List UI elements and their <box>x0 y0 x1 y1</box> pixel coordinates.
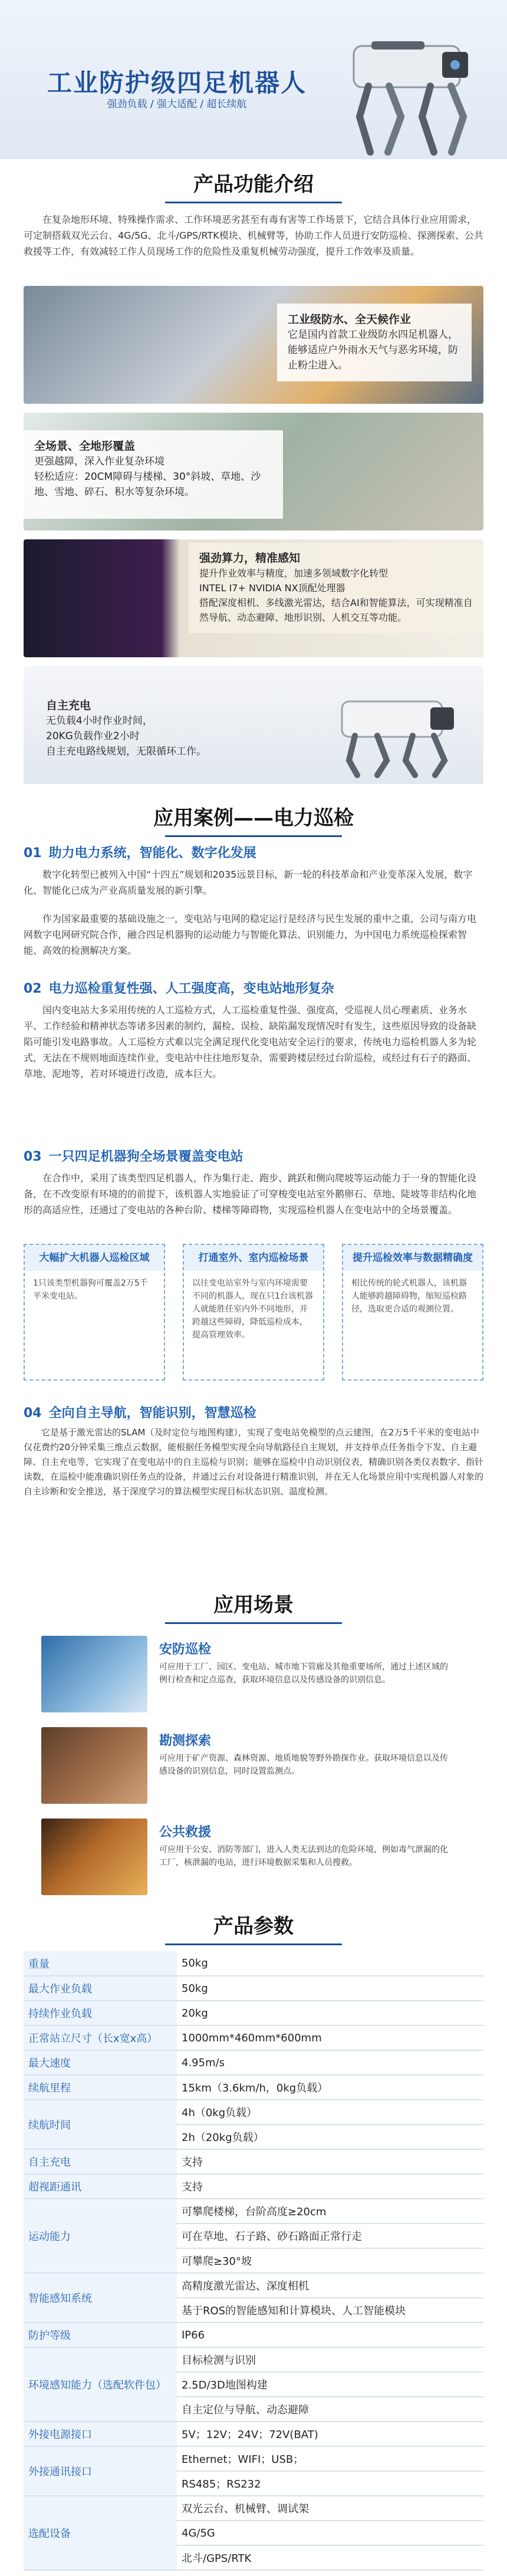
feature-compute-line3: INTEL I7+ NVIDIA NX顶配处理器 <box>199 582 345 594</box>
case-1-para-1: 数字化转型已被列入中国“十四五”规划和2035远景目标，新一轮的科技革命和产业变革深入发展，数字化、智能化已成为产业高质量发展的新引擎。 <box>24 869 473 896</box>
case-1-heading <box>24 843 256 861</box>
param-value: 4G/5G <box>177 2521 483 2545</box>
params-underline <box>165 1943 342 1945</box>
param-value: 2h（20kg负载） <box>177 2124 483 2149</box>
case-2-heading <box>24 979 334 997</box>
intro-text: 在复杂地形环境、特殊操作需求、工作环境恶劣甚至有毒有害等工作场景下，它结合具体行业应用需求，可定制搭载双光云台、4G/5G、北斗/GPS/RTK模块、机械臂等，协助工作人员进行安防巡检、探测探索、公共救援等工作，有效减轻工作人员现场工作的危险性及重复机械劳动强度，提升工作效率及质量。 <box>24 214 483 257</box>
param-key: 最大作业负载 <box>24 1976 177 2001</box>
case-1-title: 助力电力系统，智能化、数字化发展 <box>48 846 256 861</box>
scene-exploration-image <box>41 1727 147 1804</box>
case-3-number: 03 <box>24 1149 42 1164</box>
feature-charging-lead: 自主充电 <box>46 699 91 712</box>
benefit-card-2-text: 以往变电站室外与室内环境需要不同的机器人，现在只1台该机器人就能胜任室内外不同地形，并跨越这些障碍，降低巡检成本，提高管理效率。 <box>192 1279 313 1340</box>
feature-waterproof-desc: 它是国内首款工业级防水四足机器人，能够适应户外雨水天气与恶劣环境，防止粉尘进入。 <box>288 329 458 371</box>
param-key: 智能感知系统 <box>24 2273 177 2323</box>
feature-charging-line3: 20KG负载作业2小时 <box>46 730 140 742</box>
case-4-title: 全向自主导航，智能识别，智慧巡检 <box>48 1406 256 1421</box>
case-3-heading <box>24 1147 243 1165</box>
case-2-number: 02 <box>24 981 42 996</box>
params-row <box>24 2050 483 2075</box>
robot-charging-image <box>318 678 472 778</box>
cases-underline <box>165 835 342 837</box>
case-4-heading <box>24 1403 256 1421</box>
param-value: 20kg <box>177 2001 483 2025</box>
params-table-body <box>24 1951 483 2570</box>
params-table <box>24 1951 483 2571</box>
params-row <box>24 2446 483 2471</box>
case-4-number: 04 <box>24 1406 42 1421</box>
param-value: 支持 <box>177 2149 483 2174</box>
params-row <box>24 2001 483 2025</box>
params-row <box>24 2323 483 2347</box>
params-row <box>24 2100 483 2124</box>
benefit-card-1 <box>24 1244 165 1381</box>
feature-terrain-line3: 轻松适应：20CM障碍与楼梯、30°斜坡、草地、沙地、雪地、碎石、积水等复杂环境。 <box>34 471 261 498</box>
scene-security-title: 安防巡检 <box>159 1642 212 1657</box>
param-value: 北斗/GPS/RTK <box>177 2545 483 2570</box>
hero-banner <box>0 0 507 159</box>
feature-charging-line2: 无负载4小时作业时间， <box>46 715 153 727</box>
feature-terrain-line2: 更强越障，深入作业复杂环境 <box>34 456 164 467</box>
feature-charging <box>24 666 483 784</box>
benefit-card-3-title: 提升巡检效率与数据精确度 <box>343 1245 482 1271</box>
params-row <box>24 1951 483 1976</box>
scene-exploration-title: 勘测探索 <box>159 1734 212 1748</box>
param-value: 可攀爬楼梯，台阶高度≥20cm <box>177 2199 483 2223</box>
params-header <box>0 1910 507 1945</box>
param-value: 可在草地、石子路、砂石路面正常行走 <box>177 2223 483 2248</box>
scene-exploration-desc: 可应用于矿产资源、森林资源、地质地貌等野外勘探作业。获取环境信息以及传感设备的识别信息，同时设置监测点。 <box>159 1754 448 1776</box>
param-key: 持续作业负载 <box>24 2001 177 2025</box>
robot-dog-image <box>318 11 495 158</box>
scenes-title: 应用场景 <box>213 1593 294 1617</box>
param-value: 基于ROS的智能感知和计算模块、人工智能模块 <box>177 2298 483 2323</box>
param-key: 正常站立尺寸（长x宽x高） <box>24 2025 177 2050</box>
scene-exploration <box>41 1727 466 1810</box>
param-value: 5V；12V；24V；72V(BAT) <box>177 2422 483 2446</box>
scene-rescue-title: 公共救援 <box>159 1825 212 1840</box>
cases-header <box>0 802 507 837</box>
param-value: 15km（3.6km/h，0kg负载） <box>177 2075 483 2100</box>
param-value: IP66 <box>177 2323 483 2347</box>
param-value: 50kg <box>177 1976 483 2001</box>
feature-terrain <box>24 413 483 531</box>
benefit-card-2 <box>183 1244 324 1381</box>
intro-underline <box>165 202 342 203</box>
param-value: 4.95m/s <box>177 2050 483 2075</box>
feature-compute-text <box>189 543 483 633</box>
cases-title: 应用案例——电力巡检 <box>153 806 354 830</box>
case-4-para-1: 它是基于激光雷达的SLAM（及时定位与地图构建），实现了变电站免模型的点云建图，在2万5千平米的变电站中仅花费约20分钟采集三维点云数据，能根据任务模型实现全向导航路径自主规划，并支持单点任务指令下发、自主避障、自主充电等，它实现了在变电站中的自主巡检与识别；能够在巡检中自动识别仪表，精确识别各类仪表数字、指针读数，在巡检中能准确识别任务点的设备，并通过云台对设备进行精准识别，并在无人化场景应用中实现机器人对象的自主诊断和安全推送，基于深度学习的算法模型实现目标状态识别、温度检测。 <box>24 1427 484 1497</box>
param-key: 外接通讯接口 <box>24 2446 177 2496</box>
hero-subtitle: 强劲负载 / 强大适配 / 超长续航 <box>107 98 247 110</box>
case-3-para-1: 在合作中，采用了该类型四足机器人，作为集行走、跑步、跳跃和侧向爬坡等运动能力于一身的智能化设备，在不改变原有环境的的前提下，该机器人实地验证了可穿梭变电站室外鹅卵石、草地、陡坡等非结构化地形的高适应性，还通过了变电站的各种台阶、楼梯等障碍物，实现巡检机器人在变电站中的全场景覆盖。 <box>24 1172 477 1215</box>
param-key: 续航里程 <box>24 2075 177 2100</box>
param-value: 支持 <box>177 2174 483 2199</box>
feature-waterproof <box>24 286 483 404</box>
scenes-underline <box>165 1622 342 1624</box>
case-2-title: 电力巡检重复性强、人工强度高，变电站地形复杂 <box>48 981 334 996</box>
feature-terrain-lead: 全场景、全地形覆盖 <box>34 440 136 453</box>
case-3-title: 一只四足机器狗全场景覆盖变电站 <box>48 1149 243 1164</box>
benefit-card-3-text: 相比传统的轮式机器人，该机器人能够跨越障碍物，缩短巡检路径，选取更合适的观测位置。 <box>351 1279 467 1314</box>
feature-terrain-text <box>24 430 283 519</box>
params-row <box>24 2273 483 2298</box>
feature-compute-line2: 提升作业效率与精度，加速多领域数字化转型 <box>199 568 389 579</box>
params-title: 产品参数 <box>213 1915 294 1938</box>
params-row <box>24 2174 483 2199</box>
feature-waterproof-lead: 工业级防水、全天候作业 <box>288 313 411 326</box>
params-row <box>24 2422 483 2446</box>
params-row <box>24 2025 483 2050</box>
feature-waterproof-text <box>277 304 472 381</box>
param-key: 续航时间 <box>24 2100 177 2149</box>
param-key: 运动能力 <box>24 2199 177 2273</box>
intro-section <box>0 168 507 259</box>
params-row <box>24 2347 483 2372</box>
param-value: 1000mm*460mm*600mm <box>177 2025 483 2050</box>
param-key: 外接电源接口 <box>24 2422 177 2446</box>
param-value: 目标检测与识别 <box>177 2347 483 2372</box>
param-value: 高精度激光雷达、深度相机 <box>177 2273 483 2298</box>
case-1-number: 01 <box>24 846 42 861</box>
feature-compute <box>24 539 483 657</box>
params-row <box>24 2075 483 2100</box>
param-value: 4h（0kg负载） <box>177 2100 483 2124</box>
intro-title: 产品功能介绍 <box>193 173 314 196</box>
param-key: 重量 <box>24 1951 177 1976</box>
param-key: 自主充电 <box>24 2149 177 2174</box>
params-row <box>24 2496 483 2521</box>
scene-security-image <box>41 1636 147 1712</box>
scene-security-desc: 可应用于工厂、园区、变电站、城市地下管廊及其他重要场所，通过上述区域的例行检查和定点巡查，获取环境信息以及传感设备的识别信息。 <box>159 1662 448 1685</box>
param-value: 2.5D/3D地图构建 <box>177 2372 483 2397</box>
feature-charging-line4: 自主充电路线规划，无限循环工作。 <box>46 746 206 757</box>
param-value: Ethernet；WIFI；USB； <box>177 2446 483 2471</box>
param-key: 最大速度 <box>24 2050 177 2075</box>
scene-security <box>41 1636 466 1718</box>
benefit-card-1-title: 大幅扩大机器人巡检区域 <box>25 1245 164 1271</box>
param-key: 选配设备 <box>24 2496 177 2570</box>
params-row <box>24 2199 483 2223</box>
scene-rescue-image <box>41 1819 147 1895</box>
benefit-card-2-title: 打通室外、室内巡检场景 <box>184 1245 323 1271</box>
param-value: 50kg <box>177 1951 483 1976</box>
param-key: 防护等级 <box>24 2323 177 2347</box>
param-value: RS485；RS232 <box>177 2471 483 2496</box>
param-value: 自主定位与导航、动态避障 <box>177 2397 483 2422</box>
params-row <box>24 1976 483 2001</box>
benefit-card-1-text: 1只该类型机器狗可覆盖2万5千平米变电站。 <box>33 1279 148 1301</box>
feature-compute-lead: 强劲算力，精准感知 <box>199 552 301 565</box>
feature-compute-line4: 搭配深度相机、多线激光雷达，结合AI和智能算法，可实现精准自然导航、动态避障、地形识别、人机交互等功能。 <box>199 597 473 623</box>
feature-charging-text <box>35 690 271 767</box>
param-value: 可攀爬≥30°坡 <box>177 2248 483 2273</box>
benefit-card-3 <box>342 1244 483 1381</box>
scene-rescue-desc: 可应用于公安、消防等部门，进入人类无法到达的危险环境，例如毒气泄漏的化工厂，核泄漏的电站，进行环境数据采集和人员搜救。 <box>159 1845 448 1867</box>
case-1-para-2: 作为国家最重要的基础设施之一，变电站与电网的稳定运行是经济与民生发展的重中之重，公司与南方电网数字电网研究院合作，融合四足机器狗的运动能力与智能化算法、识别能力，为中国电力系统巡检探索智能、高效的检测解决方案。 <box>24 913 477 956</box>
case-2-para-1: 国内变电站大多采用传统的人工巡检方式，人工巡检重复性强、强度高，受巡视人员心理素质、业务水平、工作经验和精神状态等诸多因素的制约，漏检、误检、缺陷漏发现情况时有发生，这些原因导致的设备缺陷可能引发电路事故。人工巡检方式难以完全满足现代化变电站安全运行的要求，传统电力巡检机器人多为轮式，无法在不规则地面连续作业，变电站中往往地形复杂，需要跨楼层经过台阶巡检，或经过有石子的路面、草地、泥地等，若对环境进行改造，成本巨大。 <box>24 1004 477 1079</box>
param-key: 环境感知能力（选配软件包） <box>24 2347 177 2422</box>
hero-title: 工业防护级四足机器人 <box>47 68 307 97</box>
scene-rescue <box>41 1819 466 1901</box>
scenes-header <box>0 1589 507 1624</box>
param-key: 超视距通讯 <box>24 2174 177 2199</box>
param-value: 双光云台、机械臂、调试架 <box>177 2496 483 2521</box>
params-row <box>24 2149 483 2174</box>
